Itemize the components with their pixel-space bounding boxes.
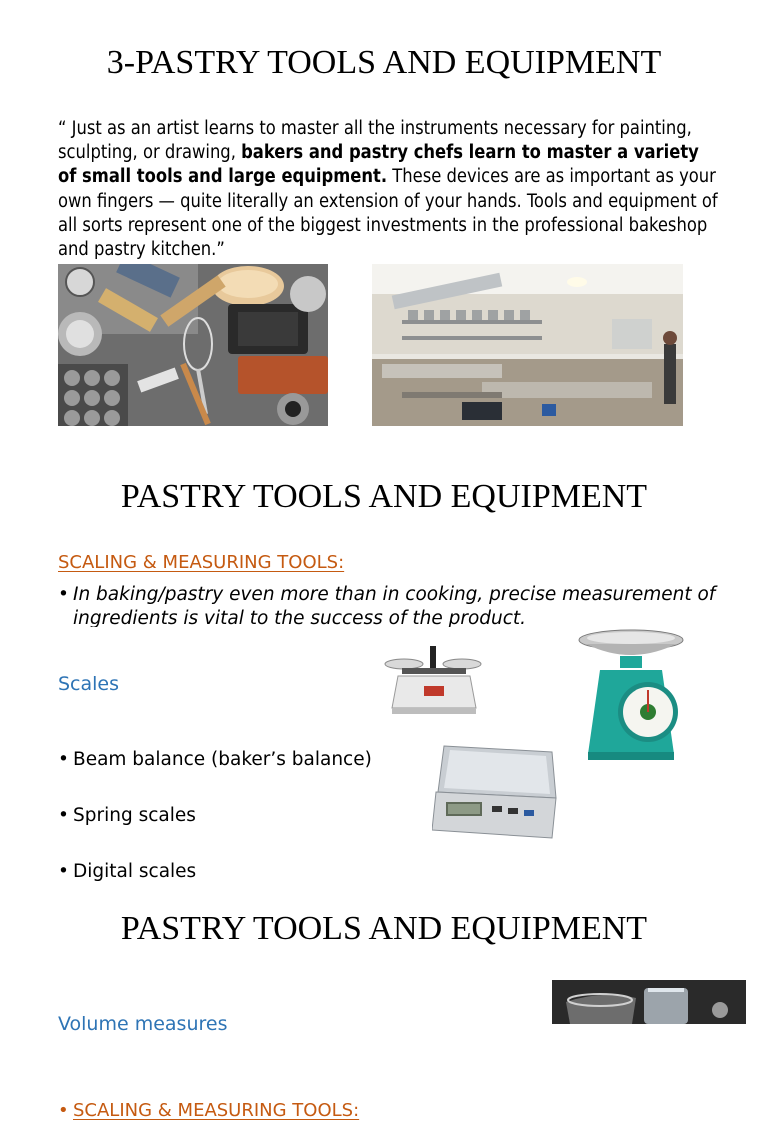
slide1-title: 3-PASTRY TOOLS AND EQUIPMENT [106, 44, 662, 81]
scale-item-label: Spring scales [73, 805, 196, 826]
bakeshop-kitchen-photo [372, 264, 683, 426]
volume-measures-heading: Volume measures [58, 1013, 228, 1035]
quote-start: “ Just as an artist learns to master all the instruments necessary for painting, sculpting, or drawing, [58, 118, 692, 164]
pastry-tools-photo [58, 264, 328, 426]
beam-balance-image [384, 642, 484, 720]
digital-scale-image [432, 740, 560, 844]
spring-scale-image [576, 626, 686, 766]
quote-end: These devices are as important as your own fingers — quite literally an extension of your hands. Tools and equipment of all sorts represent one of the biggest investments in the professional bakeshop and pastry kitchen.” [58, 166, 718, 261]
measurement-intro-bullet [58, 583, 723, 627]
slide3-section-heading-text: SCALING & MEASURING TOOLS: [73, 1100, 360, 1121]
measuring-cups-photo [552, 980, 746, 1024]
slide2-section-heading: SCALING & MEASURING TOOLS: [58, 552, 345, 573]
quote-bold: bakers and pastry chefs learn to master a variety of small tools and large equipment. [58, 142, 699, 188]
scale-item-label: Beam balance (baker’s balance) [73, 749, 372, 770]
scales-heading: Scales [58, 673, 120, 695]
slide2-title: PASTRY TOOLS AND EQUIPMENT [120, 478, 648, 515]
measurement-intro-text: In baking/pastry even more than in cooking, precise measurement of ingredients is vital to the success of the product. [73, 584, 716, 627]
scale-item-digital [58, 860, 768, 884]
slide3-section-heading [58, 1100, 768, 1121]
quote-paragraph [58, 117, 718, 262]
slide3-title: PASTRY TOOLS AND EQUIPMENT [120, 910, 648, 947]
scale-item-label: Digital scales [73, 861, 197, 882]
scale-item-spring [58, 804, 768, 828]
